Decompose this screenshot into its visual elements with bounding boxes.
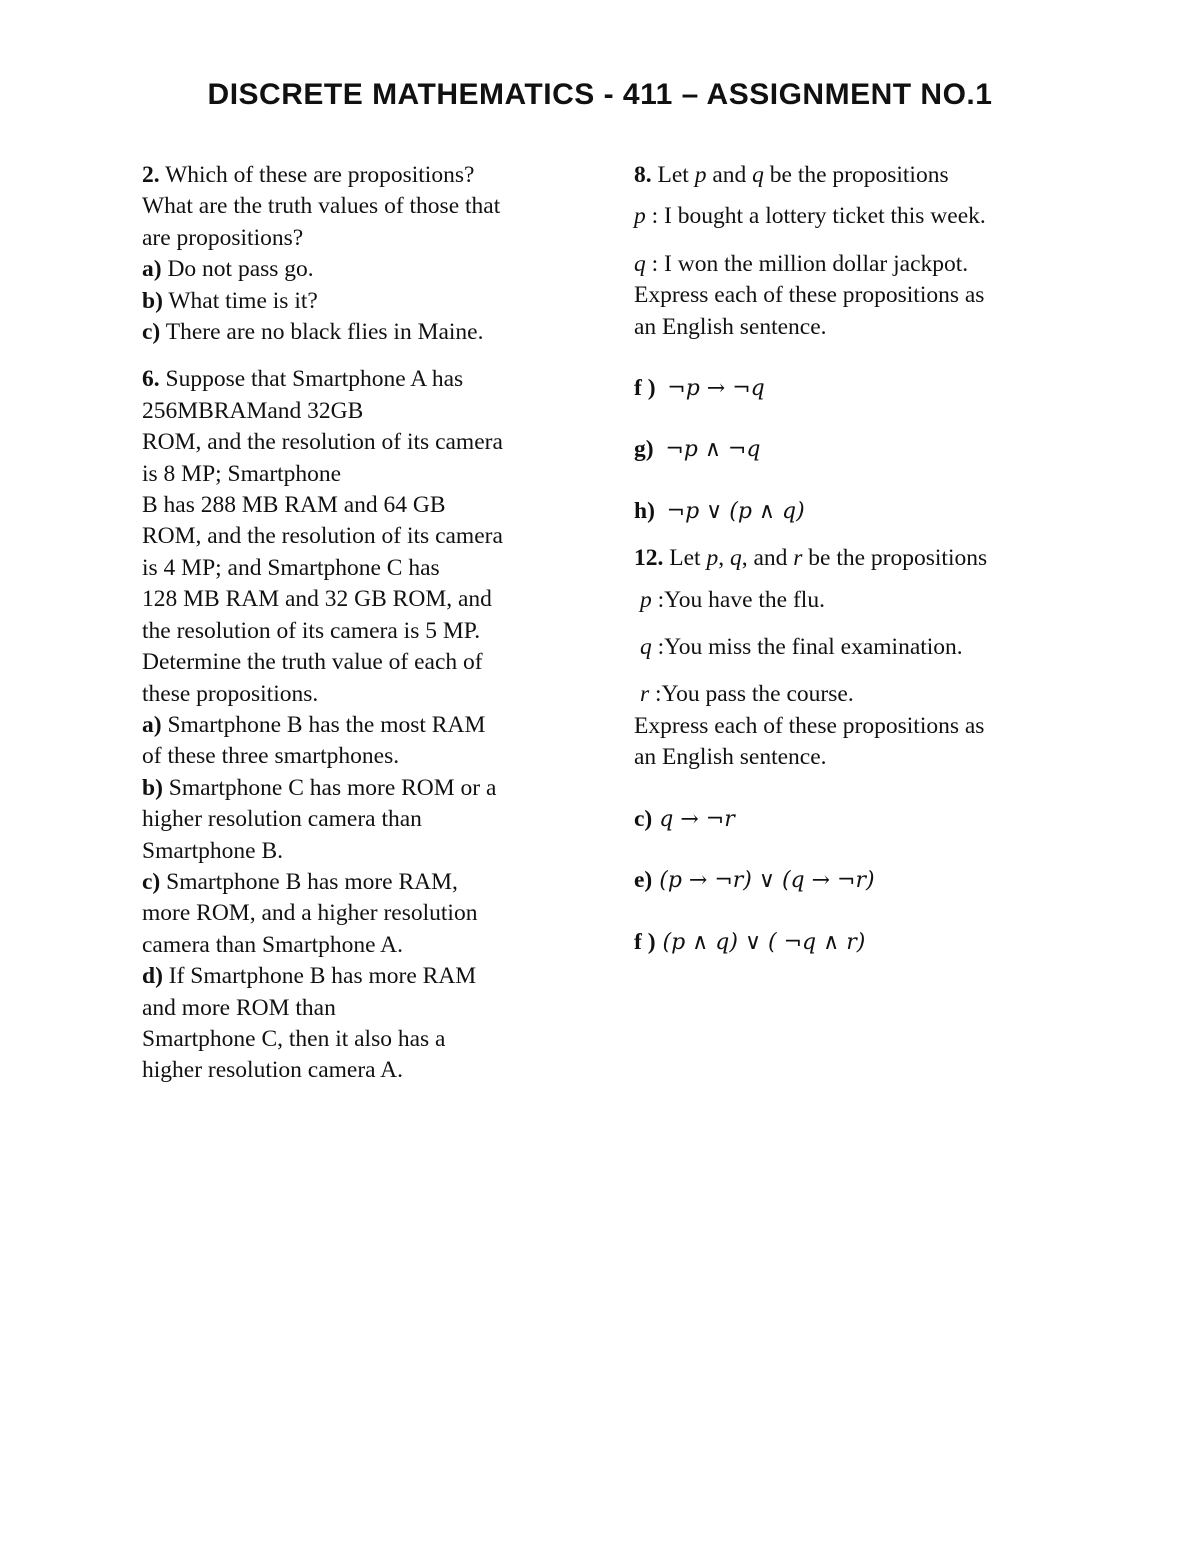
item-a [142, 254, 592, 285]
question-2-line [142, 160, 592, 191]
left-column [142, 160, 592, 1087]
item-label: b) [142, 287, 163, 314]
spacer [634, 575, 1074, 585]
logic-expression: ¬p ∨ (p ∧ q) [666, 498, 805, 524]
definition-r [634, 679, 1074, 710]
question-text: Express each of these propositions as [634, 282, 985, 309]
item-text: higher resolution camera than [142, 806, 422, 833]
item-f [634, 373, 1074, 404]
question-text: is 8 MP; Smartphone [142, 460, 342, 487]
question-text: Express each of these propositions as [634, 712, 985, 739]
item-label: d) [142, 963, 163, 990]
question-6-line [142, 364, 592, 395]
logic-expression: (p → ¬r) ∨ (q → ¬r) [652, 868, 875, 894]
item-label: h) [634, 497, 655, 524]
spacer [634, 233, 1074, 249]
question-text: 128 MB RAM and 32 GB ROM, and [142, 586, 492, 613]
variable: q [729, 545, 742, 572]
item-label: c) [142, 868, 161, 895]
variable: r [640, 681, 650, 708]
question-text: be the propositions [763, 162, 949, 188]
question-text: and [706, 162, 753, 188]
variable: p [634, 203, 646, 230]
item-text: Smartphone B has more RAM, [160, 868, 458, 895]
item-label: f ) [634, 375, 656, 402]
question-8 [634, 160, 1074, 527]
spacer [634, 835, 1074, 865]
item-text: of these three smartphones. [142, 743, 400, 770]
right-column [634, 160, 1074, 958]
variable: q [752, 162, 764, 188]
spacer [634, 527, 1074, 543]
spacer [634, 774, 1074, 804]
item-text: higher resolution camera A. [142, 1057, 404, 1084]
item-text: Smartphone C has more ROM or a [162, 774, 497, 801]
item-label: c) [634, 805, 653, 832]
item-label: g) [634, 436, 654, 463]
variable: p [706, 545, 719, 572]
question-text: What are the truth values of those that [142, 193, 501, 220]
definition-q [634, 249, 1074, 280]
question-2 [142, 160, 592, 348]
item-c [142, 867, 592, 898]
question-6 [142, 364, 592, 1086]
item-text: There are no black flies in Maine. [160, 319, 484, 346]
definition-p [634, 201, 1074, 232]
variable: r [793, 545, 803, 572]
definition-p [634, 585, 1074, 616]
logic-expression: ¬p → ¬q [667, 376, 765, 402]
spacer [634, 663, 1074, 679]
page-title: DISCRETE MATHEMATICS - 411 – ASSIGNMENT NO.1 [207, 78, 993, 111]
definition-text: : I won the million dollar jackpot. [645, 250, 969, 277]
item-label: b) [142, 774, 163, 801]
question-text: , and [741, 545, 794, 572]
variable: p [640, 586, 652, 613]
question-number: 8. [634, 162, 652, 188]
variable: p [694, 162, 707, 188]
item-text: Smartphone B. [142, 837, 283, 864]
definition-text: :You pass the course. [649, 681, 854, 708]
item-label: a) [142, 711, 162, 738]
item-c [142, 317, 592, 348]
question-text: Suppose that Smartphone A has [159, 366, 464, 393]
question-number: 6. [142, 366, 160, 393]
item-label: e) [634, 867, 653, 894]
question-text: 256MBRAMand 32GB [142, 397, 364, 424]
question-text: Determine the truth value of each of [142, 649, 483, 676]
spacer [142, 348, 592, 364]
question-text: is 4 MP; and Smartphone C has [142, 554, 440, 581]
item-a [142, 710, 592, 741]
item-text: Do not pass go. [161, 256, 314, 283]
definition-q [634, 632, 1074, 663]
item-label: f ) [634, 928, 656, 955]
question-text: ROM, and the resolution of its camera [142, 429, 503, 456]
question-text: , [718, 545, 730, 572]
item-label: a) [142, 256, 162, 283]
item-f [634, 927, 1074, 958]
spacer [634, 616, 1074, 632]
item-e [634, 865, 1074, 896]
item-text: more ROM, and a higher resolution [142, 900, 478, 927]
question-text: the resolution of its camera is 5 MP. [142, 617, 481, 644]
spacer [634, 897, 1074, 927]
variable: q [640, 634, 652, 661]
question-12-line [634, 543, 1074, 574]
spacer [634, 343, 1074, 373]
definition-text: :You have the flu. [651, 586, 825, 613]
question-text: Let [651, 162, 695, 188]
question-text: these propositions. [142, 680, 319, 707]
logic-expression: (p ∧ q) ∨ ( ¬q ∧ r) [655, 929, 866, 955]
logic-expression: q → ¬r [652, 806, 735, 832]
item-text: and more ROM than [142, 994, 336, 1021]
question-12 [634, 543, 1074, 958]
item-g [634, 434, 1074, 465]
question-text: an English sentence. [634, 313, 827, 340]
item-label: c) [142, 319, 161, 346]
item-text: What time is it? [162, 287, 318, 314]
item-text: Smartphone B has the most RAM [161, 711, 486, 738]
definition-text: : I bought a lottery ticket this week. [645, 203, 986, 230]
item-b [142, 286, 592, 317]
question-text: an English sentence. [634, 744, 827, 771]
question-text: are propositions? [142, 224, 304, 251]
definition-text: :You miss the final examination. [651, 634, 963, 661]
question-text: ROM, and the resolution of its camera [142, 523, 503, 550]
spacer [634, 466, 1074, 496]
variable: q [634, 250, 646, 277]
question-number: 12. [634, 545, 664, 572]
question-text: Let [663, 545, 707, 572]
item-d [142, 961, 592, 992]
question-text: be the propositions [802, 545, 988, 572]
item-c [634, 804, 1074, 835]
item-text: If Smartphone B has more RAM [162, 963, 477, 990]
spacer [634, 404, 1074, 434]
logic-expression: ¬p ∧ ¬q [665, 437, 761, 463]
item-b [142, 773, 592, 804]
question-8-line [634, 160, 1074, 191]
question-text: B has 288 MB RAM and 64 GB [142, 492, 446, 519]
question-text: Which of these are propositions? [165, 162, 475, 188]
question-number: 2. [142, 162, 160, 188]
item-text: camera than Smartphone A. [142, 931, 404, 958]
spacer [634, 191, 1074, 201]
item-text: Smartphone C, then it also has a [142, 1025, 446, 1052]
item-h [634, 496, 1074, 527]
